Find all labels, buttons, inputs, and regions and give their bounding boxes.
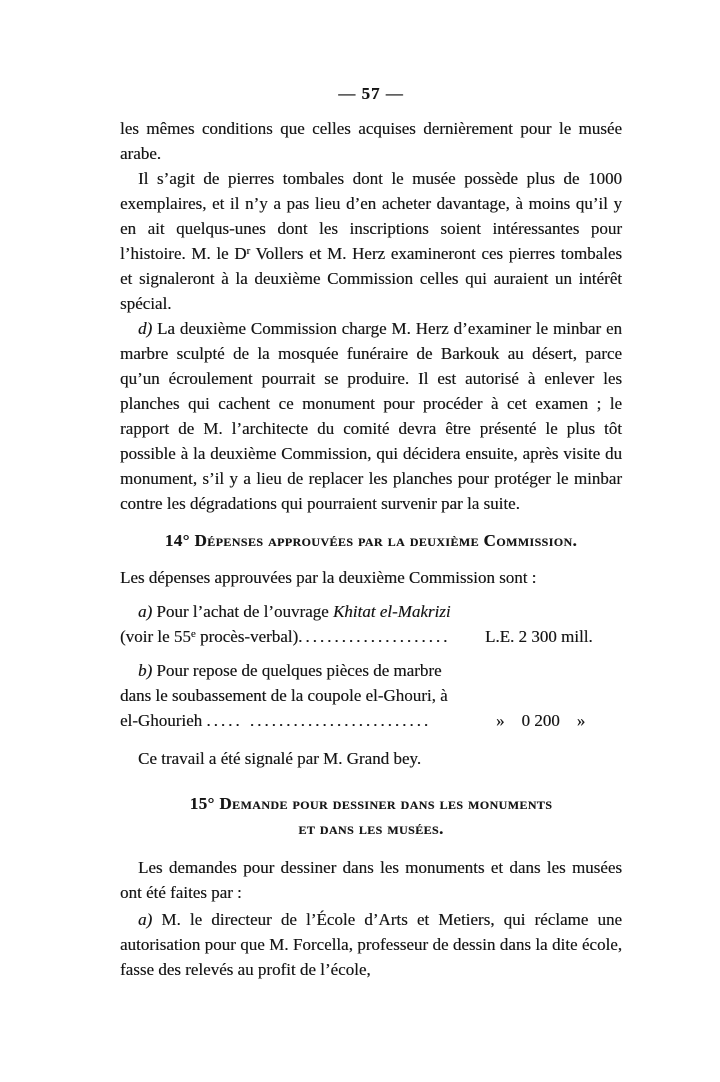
expense-b-line1 [120,658,622,683]
section-15-title-line2: et dans les musées. [298,819,444,838]
paragraph-minbar [120,316,622,516]
section-14-note: Ce travail a été signalé par M. Grand bey. [138,749,422,768]
expense-a-ref: (voir le 55 [120,627,191,646]
section-14-title: Dépenses approuvées par la deuxième Commission. [194,531,578,550]
section-15-title-line1: Demande pour dessiner dans les monuments [219,794,553,813]
expense-a-ref-2: procès-verbal) [195,627,299,646]
dot-leader-a: ..................... [298,627,451,646]
section-14-intro: Les dépenses approuvées par la deuxième Commission sont : [120,568,537,587]
section-14-heading [120,528,622,553]
expense-b-text-1: Pour repose de quelques pièces de marbre [152,661,442,680]
expense-b-line2: dans le soubassement de la coupole el-Ghouri, à [120,686,448,705]
item-letter-a: a) [138,602,153,621]
paragraph-tombales-text: Il s’agit de pierres tombales dont le musée possède plus de 1000 exemplaires, et il n’y a pas lieu d’en acheter davantage, à moins qu’il y en ait quelqus-unes dont les inscriptions soient intéressantes pour l’histoire. M. le D [120,169,622,263]
paragraph-minbar-text: La deuxième Commission charge M. Herz d’examiner le minbar en marbre sculpté de la mosquée funéraire de Barkouk au désert, parce qu’un écroulement pourrait se produire. Il est autorisé à enlever les planches qui cachent ce monument pour procéder à cet examen ; le rapport de M. l’architecte du comité devra être présenté le plus tôt possible à la deuxième Commission, qui décidera ensuite, après visite du monument, s’il y a lieu de replacer les planches pour protéger le minbar contre les dégradations qui pourraient survenir par la suite. [120,319,622,513]
section-14-number: 14° [164,531,190,550]
section-15-heading [120,791,622,841]
item-letter-b: b) [138,661,153,680]
dot-leader-b: ..... ......................... [206,711,432,730]
section-15-paragraph-a-text: M. le directeur de l’École d’Arts et Metiers, qui réclame une autorisation pour que M. Forcella, professeur de dessin dans la dite école, fasse des relevés au profit de l’école, [120,910,622,979]
paragraph-tombales-text-2: Vollers et M. Herz examineront ces pierres tombales et signaleront à la deuxième Commission celles qui auraient un intérêt spécial. [120,244,622,313]
expense-b-amount: » 0 200 » [496,711,586,730]
section-15-paragraph-a [120,907,622,982]
expense-item-a [120,599,622,649]
item-letter-d: d) [138,319,153,338]
expense-item-b [120,658,622,733]
section-15-number: 15° [189,794,215,813]
expense-b-text-3: el-Ghourieh [120,711,207,730]
expense-a-line1 [120,599,622,624]
expense-a-work-title: Khitat el-Makrizi [332,602,451,621]
page-number: — 57 — [338,84,404,103]
superscript-e: e [190,628,196,640]
superscript-r: r [246,245,251,257]
expense-a-line2 [120,624,622,649]
text-column [120,116,622,982]
section-15-intro: Les demandes pour dessiner dans les monuments et dans les musées ont été faites par : [120,858,622,902]
expense-b-line3 [120,708,622,733]
expense-a-text: Pour l’achat de l’ouvrage [152,602,333,621]
paragraph-tombales [120,166,622,316]
expense-a-amount: L.E. 2 300 mill. [485,627,593,646]
item-letter-a2: a) [138,910,153,929]
paragraph-continuation: les mêmes conditions que celles acquises dernièrement pour le musée arabe. [120,119,622,163]
